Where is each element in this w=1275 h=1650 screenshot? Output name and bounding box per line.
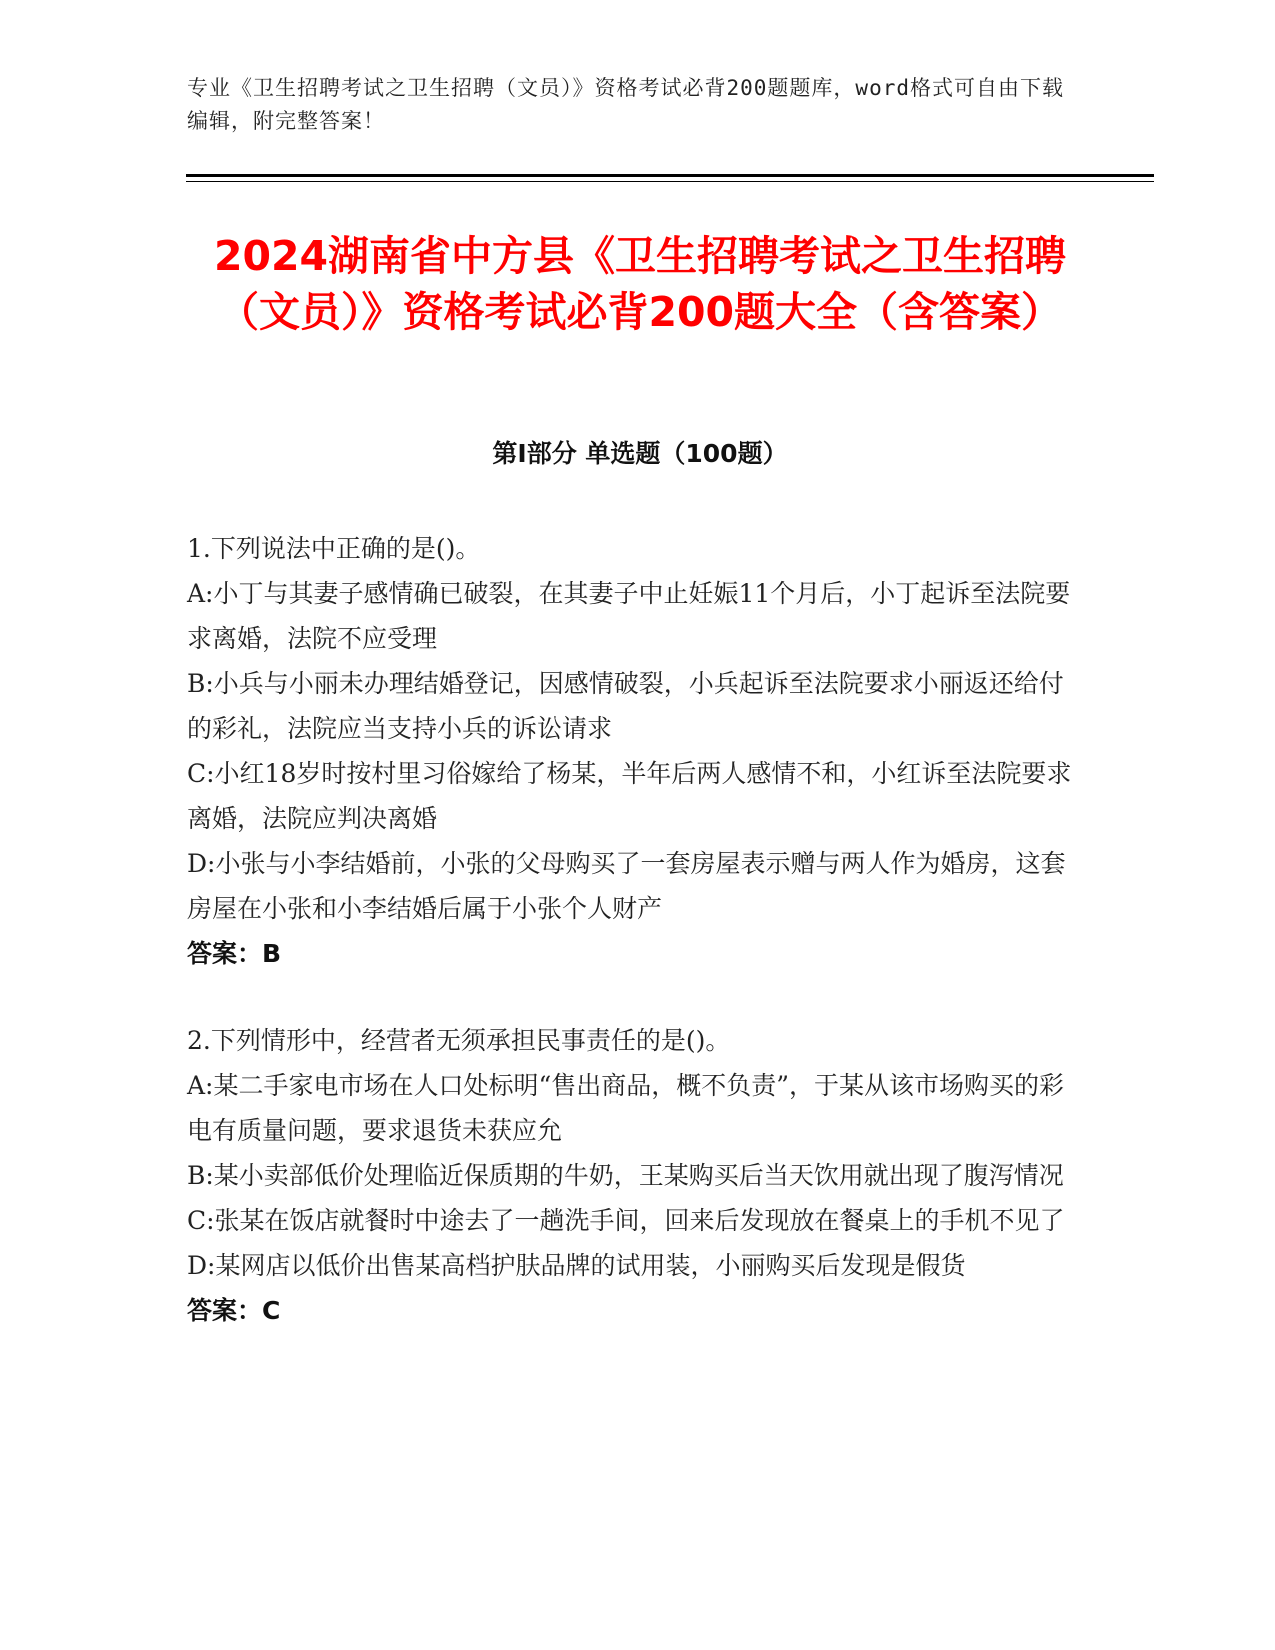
header-divider-thick — [186, 174, 1154, 177]
question-2 — [187, 1018, 1077, 1333]
option-c: C:张某在饭店就餐时中途去了一趟洗手间，回来后发现放在餐桌上的手机不见了 — [187, 1206, 1065, 1235]
option-d: D:某网店以低价出售某高档护肤品牌的试用装，小丽购买后发现是假货 — [187, 1251, 966, 1280]
option-a: A:某二手家电市场在人口处标明“售出商品，概不负责”，于某从该市场购买的彩电有质量问题，要求退货未获应允 — [187, 1071, 1065, 1145]
option-a: A:小丁与其妻子感情确已破裂，在其妻子中止妊娠11个月后，小丁起诉至法院要求离婚，法院不应受理 — [187, 579, 1071, 653]
option-d: D:小张与小李结婚前，小张的父母购买了一套房屋表示赠与两人作为婚房，这套房屋在小张和小李结婚后属于小张个人财产 — [187, 849, 1066, 923]
section-heading: 第Ⅰ部分 单选题（100题） — [492, 439, 788, 468]
answer-line: 答案：C — [187, 1296, 281, 1325]
header-note: 专业《卫生招聘考试之卫生招聘（文员）》资格考试必背200题题库，word格式可自由下载编辑，附完整答案！ — [187, 76, 1064, 133]
answer-line: 答案：B — [187, 939, 282, 968]
document-title: 2024湖南省中方县《卫生招聘考试之卫生招聘（文员）》资格考试必背200题大全（含答案） — [213, 232, 1067, 336]
question-1 — [187, 526, 1077, 976]
option-b: B:小兵与小丽未办理结婚登记，因感情破裂，小兵起诉至法院要求小丽返还给付的彩礼，法院应当支持小兵的诉讼请求 — [187, 669, 1064, 743]
question-stem: 1.下列说法中正确的是()。 — [187, 534, 481, 563]
question-stem: 2.下列情形中，经营者无须承担民事责任的是()。 — [187, 1026, 731, 1055]
option-c: C:小红18岁时按村里习俗嫁给了杨某，半年后两人感情不和，小红诉至法院要求离婚，法院应判决离婚 — [187, 759, 1072, 833]
header-divider-thin — [186, 181, 1154, 182]
question-list — [187, 526, 1077, 1375]
option-b: B:某小卖部低价处理临近保质期的牛奶，王某购买后当天饮用就出现了腹泻情况 — [187, 1161, 1064, 1190]
